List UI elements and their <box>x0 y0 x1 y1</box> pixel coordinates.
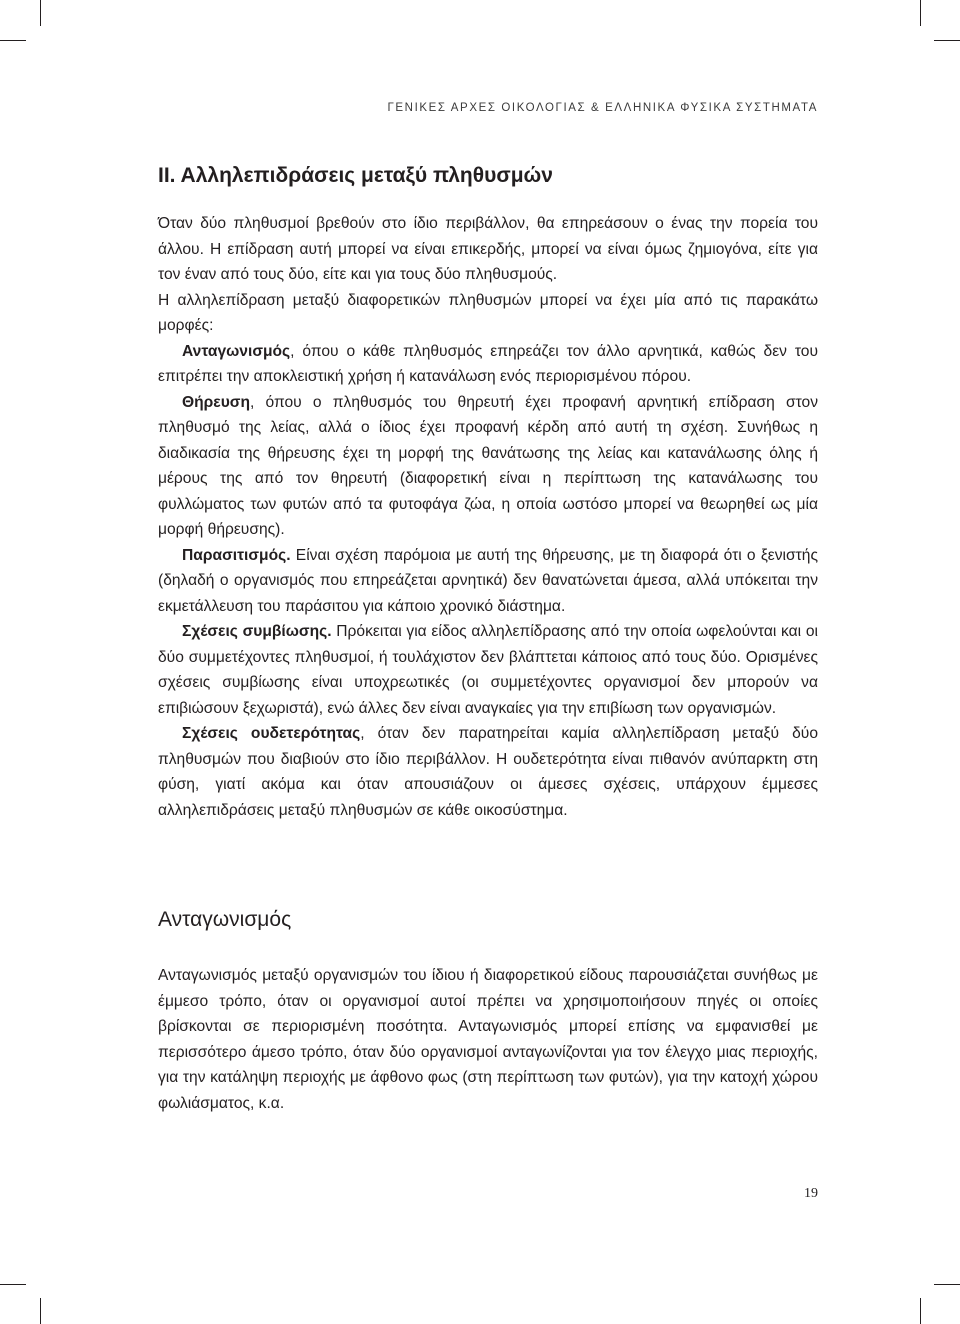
text-parasitism: Είναι σχέση παρόμοια με αυτή της θήρευσης, με τη διαφορά ότι ο ξενιστής (δηλαδή ο οργανισμός που επηρεάζεται αρνητικά) δεν θανατώνεται άμεσα, αλλά υπόκειται την εκμετάλλευση του παράσιτου για κάποιο χρονικό διάστημα. <box>158 546 818 615</box>
term-neutralism: Σχέσεις ουδετερότητας <box>182 725 361 742</box>
text-symbiosis: Πρόκειται για είδος αλληλεπίδρασης από την οποία ωφελούνται και οι δύο συμμετέχοντες πληθυσμοί, ή τουλάχιστον δεν βλάπτεται κάποιος από τους δύο. Ορισμένες σχέσεις συμβίωσης είναι υποχρεωτικές (οι συμμετέχοντες οργανισμοί δεν μπορούν να επιβιώσουν ξεχωριστά), ενώ άλλες δεν είναι αναγκαίες για την επιβίωση των οργανισμών. <box>158 623 819 717</box>
running-header: ΓΕΝΙΚΕΣ ΑΡΧΕΣ ΟΙΚΟΛΟΓΙΑΣ & ΕΛΛΗΝΙΚΑ ΦΥΣΙΚΑ ΣΥΣΤΗΜΑΤΑ <box>387 102 818 114</box>
list-item-competition <box>158 339 818 390</box>
text-predation: , όπου ο πληθυσμός του θηρευτή έχει προφανή αρνητική επίδραση στον πληθυσμό της λείας, αλλά ο ίδιος έχει προφανή κέρδη από αυτή τη σχέση. Συνήθως η διαδικασία της θήρευσης έχει τη μορφή της θανάτωσης της λείας και κατανάλωσης όλης ή μέρους της από τον θηρευτή (διαφορετική είναι η περίπτωση της κατανάλωσης του φυλλώματος των φυτών από τα φυτοφάγα ζώα, η οποία ωστόσο μπορεί να θεωρηθεί ως μία μορφή θήρευσης). <box>158 393 818 538</box>
crop-mark-top-left <box>40 0 41 26</box>
crop-mark-top-left-h <box>0 40 26 41</box>
crop-mark-top-right-h <box>934 40 960 41</box>
forms-intro-paragraph: Η αλληλεπίδραση μεταξύ διαφορετικών πληθυσμών μπορεί να έχει μία από τις παρακάτω μορφές: <box>158 291 818 334</box>
list-item-parasitism <box>158 543 818 620</box>
crop-mark-top-right <box>920 0 921 26</box>
list-item-predation <box>158 390 818 543</box>
crop-mark-bottom-right-h <box>934 1284 960 1285</box>
list-item-neutralism <box>158 721 818 823</box>
text-competition: , όπου ο κάθε πληθυσμός επηρεάζει τον άλλο αρνητικά, καθώς δεν του επιτρέπει την αποκλειστική χρήση ή κατανάλωση ενός περιορισμένου πόρου. <box>158 342 818 385</box>
term-predation: Θήρευση <box>182 393 250 411</box>
term-parasitism: Παρασιτισμός. <box>182 546 291 564</box>
list-item-symbiosis <box>158 619 818 721</box>
crop-mark-bottom-left-h <box>0 1284 26 1285</box>
text-neutralism: , όταν δεν παρατηρείται καμία αλληλεπίδραση μεταξύ δύο πληθυσμών που διαβιούν στο ίδιο περιβάλλον. Η ουδετερότητα είναι πιθανόν ανύπαρκτη στη φύση, γιατί ακόμα και όταν απουσιάζουν οι άμεσες σχέσεις, υπάρχουν έμμεσες αλληλεπιδράσεις μεταξύ πληθυσμών σε κάθε οικοσύστημα. <box>158 725 818 819</box>
page-number: 19 <box>804 1186 818 1201</box>
subsection-title: Ανταγωνισμός <box>158 908 292 931</box>
subsection-body <box>158 963 818 1116</box>
section-title: ΙΙ. Αλληλεπιδράσεις μεταξύ πληθυσμών <box>158 164 553 187</box>
intro-paragraph: Όταν δύο πληθυσμοί βρεθούν στο ίδιο περιβάλλον, θα επηρεάσουν ο ένας την πορεία του άλλου. Η επίδραση αυτή μπορεί να είναι επικερδής, μπορεί να είναι όμως ζημιογόνα, είτε για τον έναν από τους δύο, είτε και για τους δύο πληθυσμούς. <box>158 215 818 283</box>
crop-mark-bottom-right <box>920 1298 921 1324</box>
term-competition: Ανταγωνισμός <box>182 342 291 360</box>
competition-paragraph: Ανταγωνισμός μεταξύ οργανισμών του ίδιου ή διαφορετικού είδους παρουσιάζεται συνήθως με έμμεσο τρόπο, όταν οι οργανισμοί αυτοί πρέπει να χρησιμοποιήσουν πηγές οι οποίες βρίσκονται σε περιορισμένη ποσότητα. Ανταγωνισμός μπορεί επίσης να εμφανισθεί με περισσότερο άμεσο τρόπο, όταν δύο οργανισμοί ανταγωνίζονται για τον έλεγχο μιας περιοχής, για την κατάληψη περιοχής με άφθονο φως (στη περίπτωση των φυτών), για την κατοχή χώρου φωλιάσματος, κ.α. <box>158 967 818 1112</box>
crop-mark-bottom-left <box>40 1298 41 1324</box>
term-symbiosis: Σχέσεις συμβίωσης. <box>182 623 332 640</box>
section-body <box>158 211 818 823</box>
